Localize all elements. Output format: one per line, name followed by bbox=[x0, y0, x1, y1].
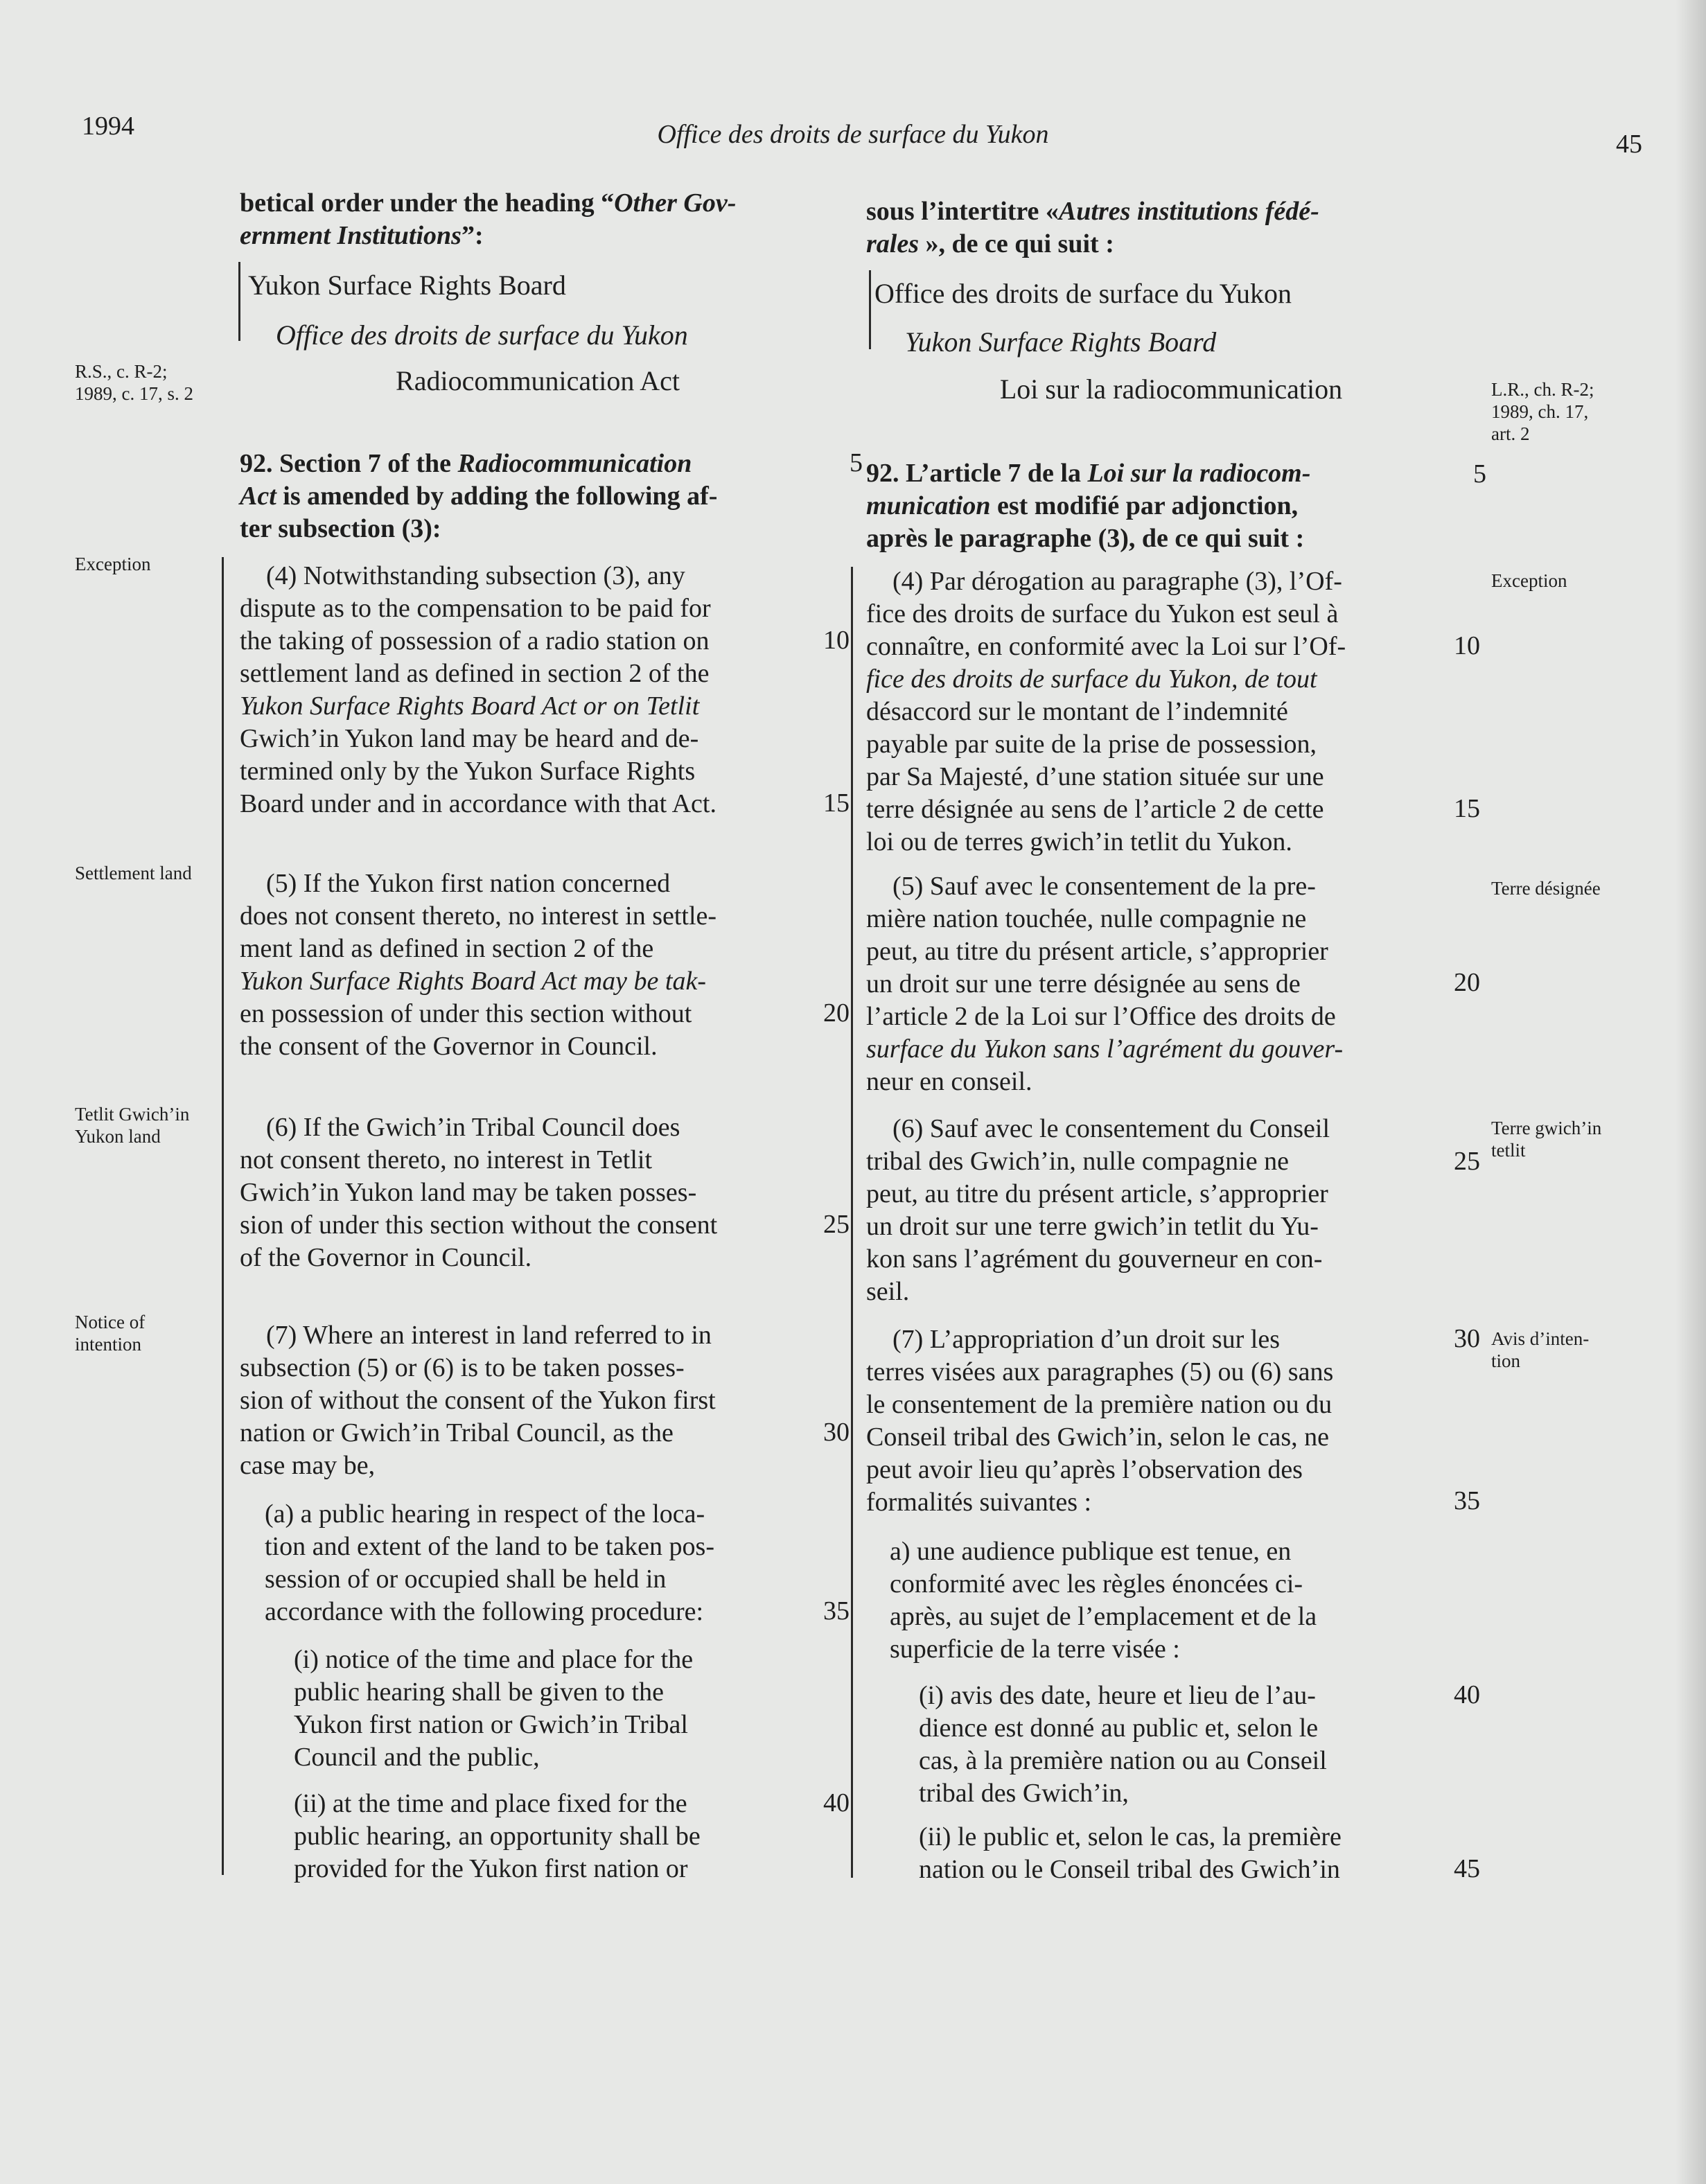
side-note-lr: L.R., ch. R-2; 1989, ch. 17, art. 2 bbox=[1491, 379, 1594, 444]
left-subparagraph-ii: (ii) at the time and place fixed for the public hearing, an opportunity shall be provided for the Yukon first nation or bbox=[294, 1789, 701, 1883]
right-subparagraph-i: (i) avis des date, heure et lieu de l’au- dience est donné au public et, selon le cas, à la première nation ou au Conseil tribal des Gwich’in, bbox=[919, 1681, 1327, 1808]
header-title: Office des droits de surface du Yukon bbox=[657, 120, 1049, 149]
side-note-tetlit: Tetlit Gwich’in Yukon land bbox=[75, 1104, 190, 1147]
left-subsection-5: (5) If the Yukon first nation concerned does not consent thereto, no interest in settle- ment land as defined in section 2 of the Yukon Surface Rights Board Act may be tak- en possession of under this section without the consent of the Governor in Council. bbox=[240, 869, 717, 1061]
header-year: 1994 bbox=[82, 112, 134, 141]
left-section-92: 92. Section 7 of the Radiocommunication Act is amended by adding the following af- ter subsection (3): bbox=[240, 449, 718, 543]
side-note-settlement-land: Settlement land bbox=[75, 863, 192, 883]
left-intro: betical order under the heading “Other Gov- ernment Institutions”: bbox=[240, 188, 737, 250]
right-subparagraph-ii: (ii) le public et, selon le cas, la première nation ou le Conseil tribal des Gwich’in bbox=[919, 1822, 1342, 1884]
right-act-title: Loi sur la radiocommunication bbox=[999, 373, 1343, 405]
right-subsection-5: (5) Sauf avec le consentement de la pre- mière nation touchée, nulle compagnie ne peut, au titre du présent article, s’approprier un droit sur une terre désignée au sens de l’article 2 de la Loi sur l’Office des droits de surface du Yukon sans l’agrément du gouver- neur en conseil. bbox=[866, 872, 1344, 1096]
side-note-rs: R.S., c. R-2; 1989, c. 17, s. 2 bbox=[75, 361, 193, 404]
line-number: 30 bbox=[1454, 1324, 1480, 1353]
right-subsection-6: (6) Sauf avec le consentement du Conseil tribal des Gwich’in, nulle compagnie ne peut, au titre du présent article, s’approprier un droit sur une terre gwich’in tetlit du Yu- kon sans l’agrément du gouverneur en con- seil. bbox=[866, 1114, 1330, 1306]
line-number: 40 bbox=[823, 1788, 850, 1817]
side-note-terre-gwichin: Terre gwich’in tetlit bbox=[1491, 1118, 1602, 1161]
line-number: 45 bbox=[1454, 1854, 1480, 1883]
line-number: 15 bbox=[823, 789, 850, 818]
line-number: 10 bbox=[823, 626, 850, 655]
line-number: 20 bbox=[1454, 968, 1480, 997]
line-number: 40 bbox=[1454, 1680, 1480, 1709]
left-rule-body bbox=[222, 557, 224, 1875]
right-board-fr: Office des droits de surface du Yukon bbox=[874, 278, 1292, 309]
line-number: 30 bbox=[823, 1418, 850, 1447]
left-subsection-4: (4) Notwithstanding subsection (3), any dispute as to the compensation to be paid for the taking of possession of a radio station on settlement land as defined in section 2 of the Yukon Surface Rights Board Act or on Tetlit Gwich’in Yukon land may be heard and de- termined only by the Yukon Surface Rights Board under and in accordance with that Act. bbox=[240, 561, 716, 818]
left-paragraph-a: (a) a public hearing in respect of the loca- tion and extent of the land to be taken pos- session of or occupied shall be held in accordance with the following procedure: bbox=[265, 1499, 714, 1626]
side-note-avis: Avis d’inten- tion bbox=[1491, 1328, 1590, 1371]
right-section-92: 92. L’article 7 de la Loi sur la radiocom- munication est modifié par adjonction, après le paragraphe (3), de ce qui suit : bbox=[866, 459, 1311, 553]
left-board-fr: Office des droits de surface du Yukon bbox=[276, 319, 688, 351]
line-number: 20 bbox=[823, 998, 850, 1028]
line-number: 35 bbox=[823, 1596, 850, 1626]
center-rule-body bbox=[851, 567, 853, 1878]
right-intro: sous l’intertitre «Autres institutions fédé- rales », de ce qui suit : bbox=[866, 197, 1319, 258]
right-subsection-7: (7) L’appropriation d’un droit sur les terres visées aux paragraphes (5) ou (6) sans le consentement de la première nation ou du Conseil tribal des Gwich’in, selon le cas, ne peut avoir lieu qu’après l’observation des formalités suivantes : bbox=[866, 1325, 1334, 1517]
line-number: 5 bbox=[850, 448, 863, 477]
side-note-exception-fr: Exception bbox=[1491, 570, 1567, 591]
left-subsection-7: (7) Where an interest in land referred to in subsection (5) or (6) is to be taken posses- sion of without the consent of the Yukon first nation or Gwich’in Tribal Council, as the case may be, bbox=[240, 1321, 716, 1480]
right-board-en: Yukon Surface Rights Board bbox=[905, 326, 1217, 358]
line-number: 5 bbox=[1473, 459, 1486, 488]
page-edge-shadow bbox=[1676, 0, 1706, 2184]
left-rule-table bbox=[238, 262, 240, 341]
right-paragraph-a: a) une audience publique est tenue, en conformité avec les règles énoncées ci- après, au sujet de l’emplacement et de la superficie de la terre visée : bbox=[890, 1537, 1317, 1664]
left-subparagraph-i: (i) notice of the time and place for the public hearing shall be given to the Yukon first nation or Gwich’in Tribal Council and the public, bbox=[294, 1645, 694, 1772]
side-note-terre-designee: Terre désignée bbox=[1491, 878, 1601, 899]
side-note-notice: Notice of intention bbox=[75, 1312, 146, 1355]
line-number: 35 bbox=[1454, 1486, 1480, 1515]
line-number: 25 bbox=[1454, 1147, 1480, 1176]
center-rule-table bbox=[869, 270, 871, 349]
left-subsection-6: (6) If the Gwich’in Tribal Council does not consent thereto, no interest in Tetlit Gwich’in Yukon land may be taken posses- sion of under this section without the consent of the Governor in Council. bbox=[240, 1113, 718, 1272]
line-number: 15 bbox=[1454, 794, 1480, 823]
left-board-en: Yukon Surface Rights Board bbox=[248, 270, 566, 301]
left-act-title: Radiocommunication Act bbox=[396, 365, 680, 396]
side-note-exception: Exception bbox=[75, 554, 151, 574]
page-number: 45 bbox=[1616, 130, 1642, 159]
right-subsection-4: (4) Par dérogation au paragraphe (3), l’Of- fice des droits de surface du Yukon est seul à connaître, en conformité avec la Loi sur l’Of- fice des droits de surface du Yukon, de tout désaccord sur le montant de l’indemnité payable par suite de la prise de possession, par Sa Majesté, d’une station située sur une terre désignée au sens de l’article 2 de cette loi ou de terres gwich’in tetlit du Yukon. bbox=[866, 567, 1346, 856]
line-number: 25 bbox=[823, 1210, 850, 1239]
line-number: 10 bbox=[1454, 631, 1480, 660]
